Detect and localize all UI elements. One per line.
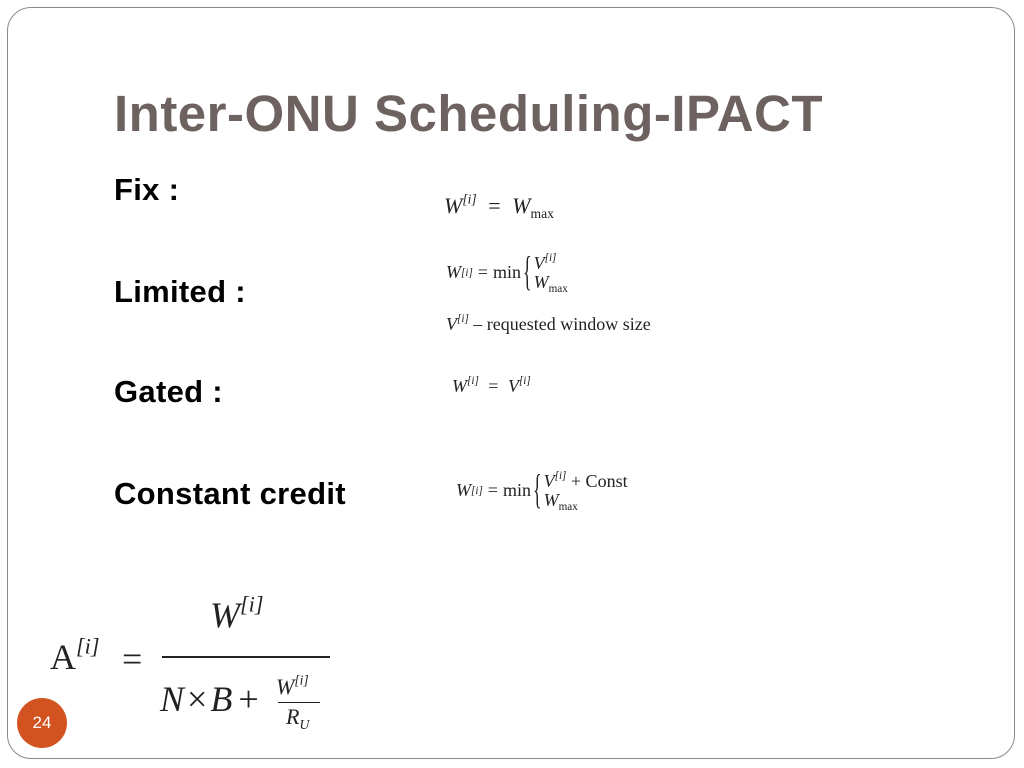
bottom-formula-equals: =	[122, 639, 143, 679]
bottom-formula-denominator: N×B +	[160, 679, 259, 719]
page-number-badge: 24	[17, 698, 67, 748]
gated-label: Gated :	[114, 374, 223, 409]
fix-formula: $W[i] = W_{max}$	[444, 191, 554, 221]
bottom-formula-fraction-bar	[162, 656, 330, 658]
constant-credit-formula: W [i] = min { V[i] + Const $W_{max}$	[456, 466, 628, 513]
bottom-formula-inner-numerator: W[i]	[276, 672, 309, 699]
bottom-formula	[50, 592, 350, 742]
gated-formula: W[i] = V[i]	[452, 375, 531, 396]
slide-title: Inter-ONU Scheduling-IPACT	[114, 85, 824, 142]
bottom-formula-inner-denominator: $R_U$	[286, 704, 310, 732]
bottom-formula-lhs: A[i]	[50, 633, 100, 677]
limited-formula: W [i] = min { V[i] $W_{max}$	[446, 248, 568, 295]
limited-note: V[i] – requested window size	[446, 313, 651, 334]
fix-label: Fix :	[114, 172, 180, 207]
limited-label: Limited :	[114, 274, 246, 309]
bottom-formula-inner-fraction-bar	[278, 702, 320, 703]
constant-credit-label: Constant credit	[114, 476, 346, 511]
bottom-formula-numerator: W[i]	[210, 591, 264, 635]
